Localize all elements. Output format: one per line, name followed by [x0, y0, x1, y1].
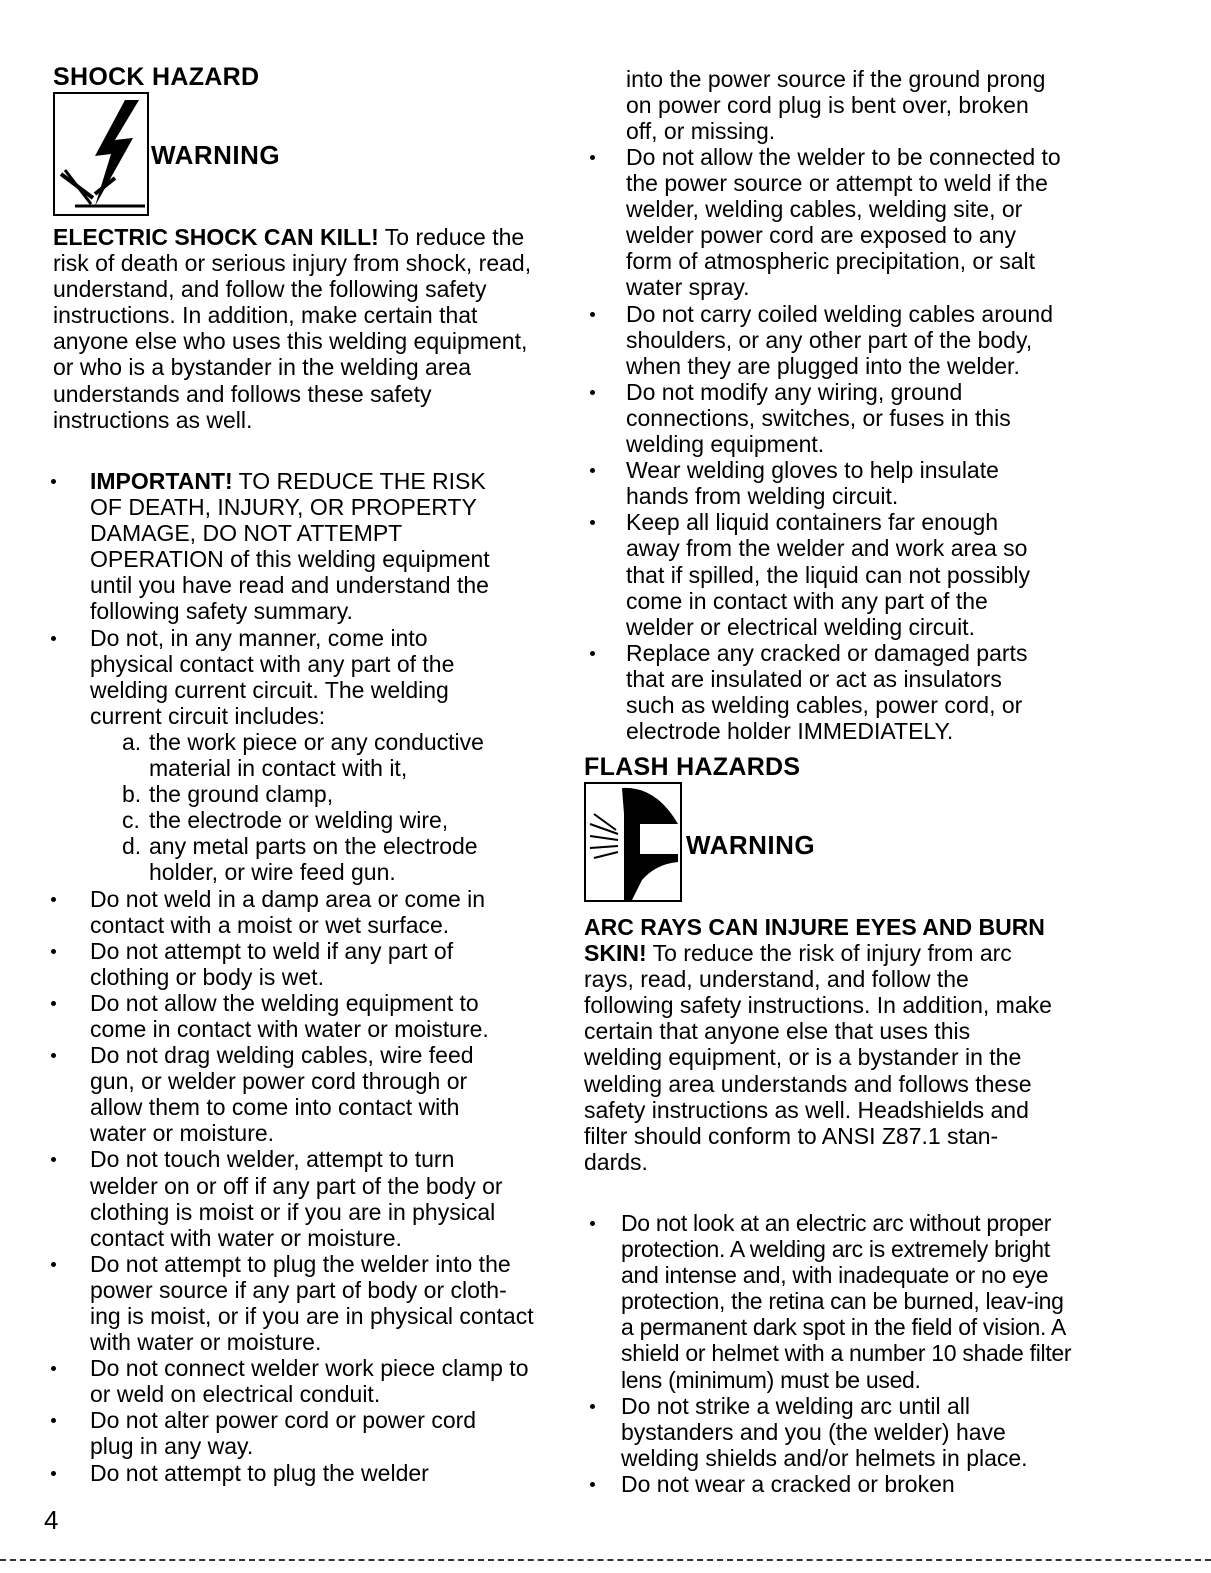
bullet-text: Do not touch welder, attempt to turn welder on or off if any part of the body or clothing is moist or if you are in physical contact with water or moisture. — [90, 1146, 503, 1251]
bullet-text: Replace any cracked or damaged parts that are insulated or act as insulators such as welding cables, power cord, or electrode holder IMMEDIATELY. — [626, 639, 1028, 745]
sub-letter: d. — [122, 833, 142, 860]
bullet-icon — [51, 1418, 56, 1423]
bullet-text: Do not attempt to plug the welder — [90, 1459, 429, 1486]
bullet-icon — [51, 1053, 56, 1058]
list-item — [584, 144, 1061, 301]
list-item — [53, 1146, 553, 1250]
bullet-icon — [51, 1366, 56, 1371]
bullet-icon — [51, 1157, 56, 1162]
bullet-icon — [590, 312, 595, 317]
continuation-text: into the power source if the ground prong on power cord plug is bent over, broken off, or missing. — [626, 66, 1046, 145]
list-item — [584, 457, 1054, 509]
welding-helmet-icon — [584, 782, 682, 902]
bullet-icon — [51, 1001, 56, 1006]
bullet-text: Do not connect welder work piece clamp to or weld on electrical conduit. — [90, 1355, 529, 1408]
list-item — [584, 509, 1054, 639]
bullet-text: Do not attempt to plug the welder into the power source if any part of body or cloth-ing is moist, or if you are in physical contact with water or moisture. — [90, 1250, 534, 1356]
bullet-text: Do not strike a welding arc until all bystanders and you (the welder) have welding shields and/or helmets in place. — [621, 1392, 1028, 1471]
bullet-text: Do not allow the welding equipment to come in contact with water or moisture. — [90, 989, 489, 1042]
sub-text: the electrode or welding wire, — [149, 807, 449, 834]
important-text: TO REDUCE THE RISK OF DEATH, INJURY, OR PROPERTY DAMAGE, DO NOT ATTEMPT OPERATION of this welding equipment until you have read and understand the following safety summary. — [90, 468, 490, 625]
shock-bullet-list — [53, 468, 553, 1486]
list-item — [584, 1393, 1074, 1471]
bullet-icon — [590, 1221, 595, 1226]
sub-letter: b. — [122, 781, 142, 808]
sub-text: any metal parts on the electrode holder, or wire feed gun. — [149, 833, 478, 886]
sub-letter: a. — [122, 728, 142, 755]
bullet-icon — [590, 1404, 595, 1409]
bullet-text: Do not look at an electric arc without proper protection. A welding arc is extremely bright and intense and, with inadequate or no eye protection, the retina can be burned, leav-ing a permanent dark spot in the field of vision. A shield or helmet with a number 10 shade filter lens (minimum) must be used. — [621, 1210, 1072, 1393]
list-item — [122, 833, 492, 885]
bullet-icon — [590, 520, 595, 525]
list-item — [584, 640, 1054, 744]
shock-intro-text: To reduce the risk of death or serious injury from shock, read, understand, and follow the following safety instructions. In addition, make certain that anyone else who uses this welding equipment, or who is a bystander in the welding area understands and follows these safety instructions as well. — [53, 224, 532, 433]
bullet-icon — [51, 1471, 56, 1476]
sub-letter: c. — [122, 807, 140, 834]
list-item — [122, 729, 492, 781]
bottom-divider — [0, 1559, 1211, 1561]
list-item — [53, 990, 553, 1042]
bullet-text: Do not alter power cord or power cord plug in any way. — [90, 1407, 477, 1460]
bullet-icon — [590, 651, 595, 656]
bullet-text: Do not drag welding cables, wire feed gun, or welder power cord through or allow them to come into contact with water or moisture. — [90, 1042, 474, 1147]
bullet-text: Do not carry coiled welding cables around shoulders, or any other part of the body, when they are plugged into the welder. — [626, 300, 1054, 379]
shock-intro-bold: ELECTRIC SHOCK CAN KILL! — [53, 224, 379, 250]
bullet-icon — [590, 468, 595, 473]
list-item — [53, 1251, 553, 1355]
list-item — [122, 781, 492, 807]
important-label: IMPORTANT! — [90, 468, 233, 494]
lightning-icon — [53, 92, 149, 216]
bullet-icon — [590, 155, 595, 160]
bullet-text: Do not weld in a damp area or come in contact with a moist or wet surface. — [90, 885, 486, 938]
flash-intro-text: To reduce the risk of injury from arc rays, read, understand, and follow the following safety instructions. In addition, make certain that anyone else that uses this welding equipment, or is a bystander in the welding area understands and follows these safety instructions as well. Headshields and filter should conform to ANSI Z87.1 stan-dards. — [584, 940, 1052, 1175]
sub-text: the work piece or any conductive material in contact with it, — [149, 728, 484, 782]
shock-hazard-heading: SHOCK HAZARD — [53, 63, 260, 91]
list-item — [584, 301, 1054, 379]
list-item — [53, 468, 553, 625]
flash-bullet-list — [584, 1210, 1074, 1497]
sub-text: the ground clamp, — [149, 781, 334, 808]
bullet-icon — [51, 897, 56, 902]
flash-intro-bold: ARC RAYS CAN INJURE EYES AND BURN SKIN! — [584, 914, 1045, 967]
bullet-text: Do not, in any manner, come into physical contact with any part of the welding current circuit. The welding current circuit includes: — [90, 624, 455, 729]
list-item — [122, 807, 492, 833]
flash-hazards-heading: FLASH HAZARDS — [584, 753, 801, 781]
list-item — [53, 1460, 553, 1486]
list-item — [53, 1407, 553, 1459]
bullet-text: Do not wear a cracked or broken — [621, 1470, 955, 1497]
bullet-icon — [51, 1262, 56, 1267]
bullet-text: Wear welding gloves to help insulate hands from welding circuit. — [626, 457, 999, 510]
list-item — [53, 625, 553, 886]
page-number: 4 — [44, 1505, 59, 1535]
bullet-icon — [51, 636, 56, 641]
bullet-icon — [51, 949, 56, 954]
bullet-text: Do not attempt to weld if any part of clothing or body is wet. — [90, 937, 454, 990]
electrical-bullet-list — [584, 144, 1061, 745]
list-item — [53, 938, 553, 990]
shock-intro-paragraph — [53, 224, 551, 433]
bullet-icon — [51, 479, 56, 484]
list-item — [53, 1042, 553, 1146]
bullet-text: Do not allow the welder to be connected to the power source or attempt to weld if the welder, welding cables, welding site, or welder power cord are exposed to any form of atmospheric precipitation, or salt water spray. — [626, 144, 1061, 301]
bullet-text: Keep all liquid containers far enough away from the welder and work area so that if spilled, the liquid can not possibly come in contact with any part of the welder or electrical welding circuit. — [626, 509, 1031, 640]
shock-warning-banner — [53, 92, 280, 216]
list-item — [53, 886, 553, 938]
flash-intro-paragraph — [584, 914, 1054, 1175]
flash-warning-banner — [584, 782, 815, 902]
list-item — [53, 1355, 553, 1407]
warning-label: WARNING — [686, 830, 816, 860]
list-item — [584, 379, 1054, 457]
bullet-icon — [590, 1482, 595, 1487]
warning-label: WARNING — [151, 140, 281, 170]
bullet-text: Do not modify any wiring, ground connections, switches, or fuses in this welding equipment. — [626, 378, 1011, 458]
list-item — [584, 1471, 1074, 1497]
bullet-icon — [590, 390, 595, 395]
list-item — [584, 1210, 1074, 1393]
circuit-parts-list — [122, 729, 492, 886]
